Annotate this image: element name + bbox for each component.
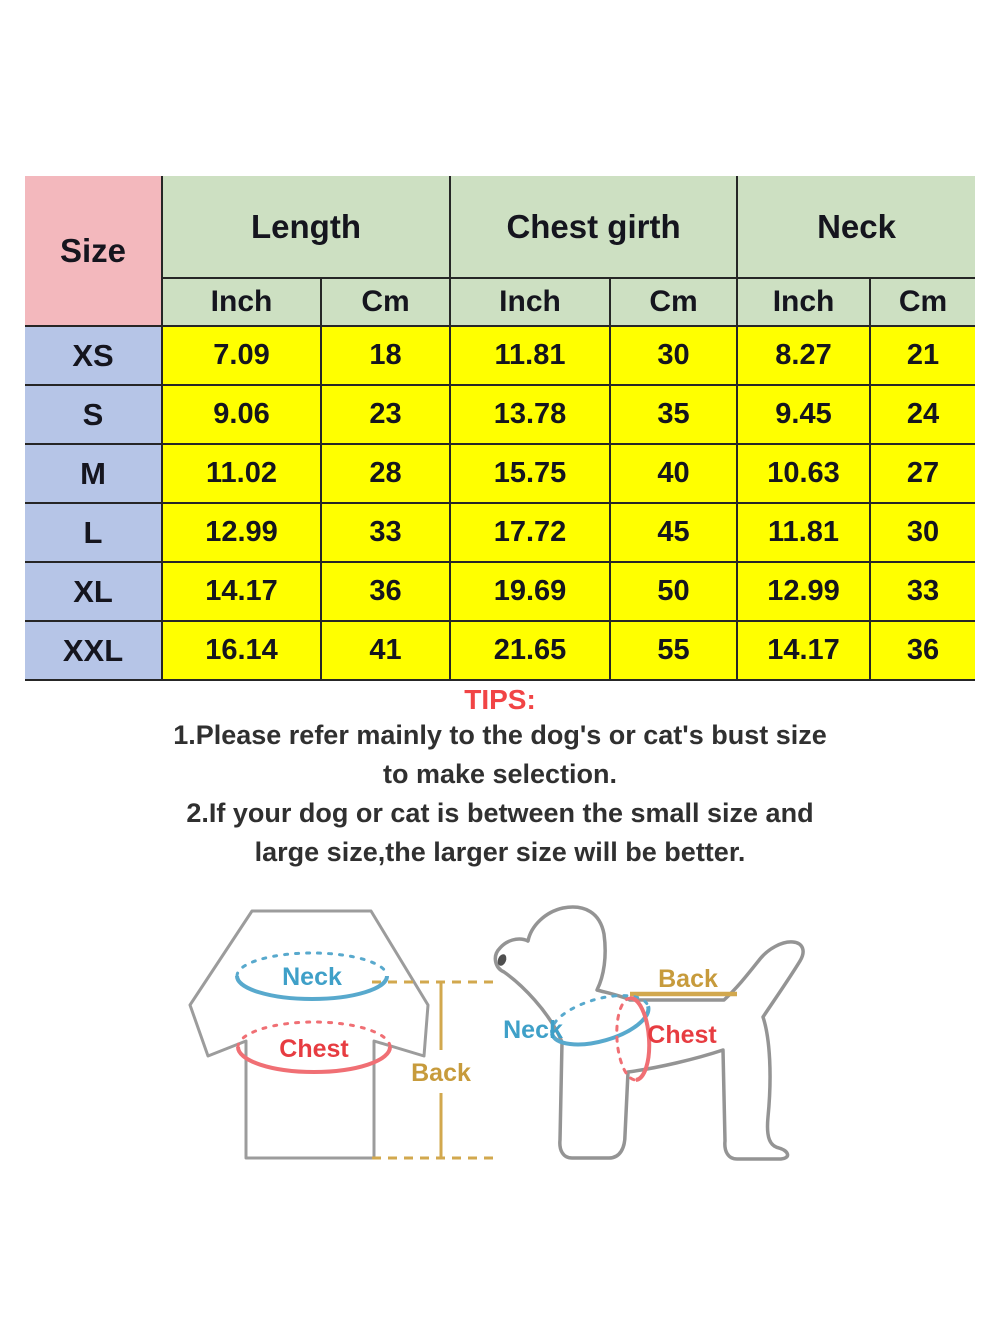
value-cell: 10.63 <box>737 444 870 503</box>
value-cell: 14.17 <box>162 562 321 621</box>
value-cell: 16.14 <box>162 621 321 680</box>
value-cell: 33 <box>321 503 450 562</box>
value-cell: 41 <box>321 621 450 680</box>
value-cell: 30 <box>610 326 737 385</box>
table-row <box>25 326 975 385</box>
value-cell: 15.75 <box>450 444 610 503</box>
value-cell: 14.17 <box>737 621 870 680</box>
value-cell: 11.81 <box>737 503 870 562</box>
value-cell: 36 <box>321 562 450 621</box>
size-cell: M <box>25 444 162 503</box>
value-cell: 12.99 <box>737 562 870 621</box>
value-cell: 21.65 <box>450 621 610 680</box>
shirt-chest-label: Chest <box>279 1035 349 1063</box>
value-cell: 8.27 <box>737 326 870 385</box>
value-cell: 19.69 <box>450 562 610 621</box>
value-cell: 17.72 <box>450 503 610 562</box>
unit-header: Cm <box>610 278 737 326</box>
value-cell: 7.09 <box>162 326 321 385</box>
size-cell: XS <box>25 326 162 385</box>
table-unit-row <box>25 278 975 326</box>
size-cell: S <box>25 385 162 444</box>
value-cell: 9.45 <box>737 385 870 444</box>
shirt-diagram <box>190 911 498 1158</box>
size-column-header: Size <box>25 176 162 326</box>
tips-title: TIPS: <box>464 684 536 715</box>
value-cell: 24 <box>870 385 975 444</box>
size-table <box>25 176 975 681</box>
dog-neck-label: Neck <box>503 1016 563 1044</box>
value-cell: 27 <box>870 444 975 503</box>
shirt-back-label: Back <box>411 1059 471 1087</box>
unit-header: Inch <box>737 278 870 326</box>
table-row <box>25 444 975 503</box>
shirt-neck-label: Neck <box>282 963 342 991</box>
neck-column-header: Neck <box>737 176 975 278</box>
dog-diagram <box>495 907 803 1159</box>
size-cell: L <box>25 503 162 562</box>
value-cell: 13.78 <box>450 385 610 444</box>
table-row <box>25 562 975 621</box>
tips-line-2: to make selection. <box>382 759 618 789</box>
length-column-header: Length <box>162 176 450 278</box>
tips-line-4: large size,the larger size will be better. <box>254 837 746 867</box>
chest-girth-column-header: Chest girth <box>450 176 737 278</box>
value-cell: 18 <box>321 326 450 385</box>
value-cell: 30 <box>870 503 975 562</box>
value-cell: 12.99 <box>162 503 321 562</box>
value-cell: 21 <box>870 326 975 385</box>
dog-back-label: Back <box>658 965 718 993</box>
unit-header: Inch <box>162 278 321 326</box>
value-cell: 35 <box>610 385 737 444</box>
value-cell: 55 <box>610 621 737 680</box>
value-cell: 11.02 <box>162 444 321 503</box>
unit-header: Cm <box>321 278 450 326</box>
unit-header: Cm <box>870 278 975 326</box>
value-cell: 28 <box>321 444 450 503</box>
value-cell: 23 <box>321 385 450 444</box>
measurement-diagram <box>0 880 1000 1225</box>
dog-chest-label: Chest <box>647 1021 717 1049</box>
table-header-row <box>25 176 975 278</box>
table-row <box>25 385 975 444</box>
size-cell: XL <box>25 562 162 621</box>
value-cell: 9.06 <box>162 385 321 444</box>
size-cell: XXL <box>25 621 162 680</box>
value-cell: 33 <box>870 562 975 621</box>
tips-section <box>0 684 1000 872</box>
value-cell: 45 <box>610 503 737 562</box>
table-row <box>25 621 975 680</box>
unit-header: Inch <box>450 278 610 326</box>
tips-line-3: 2.If your dog or cat is between the small size and <box>186 798 814 828</box>
tips-line-1: 1.Please refer mainly to the dog's or cat's bust size <box>173 720 827 750</box>
value-cell: 11.81 <box>450 326 610 385</box>
value-cell: 50 <box>610 562 737 621</box>
value-cell: 40 <box>610 444 737 503</box>
value-cell: 36 <box>870 621 975 680</box>
table-row <box>25 503 975 562</box>
